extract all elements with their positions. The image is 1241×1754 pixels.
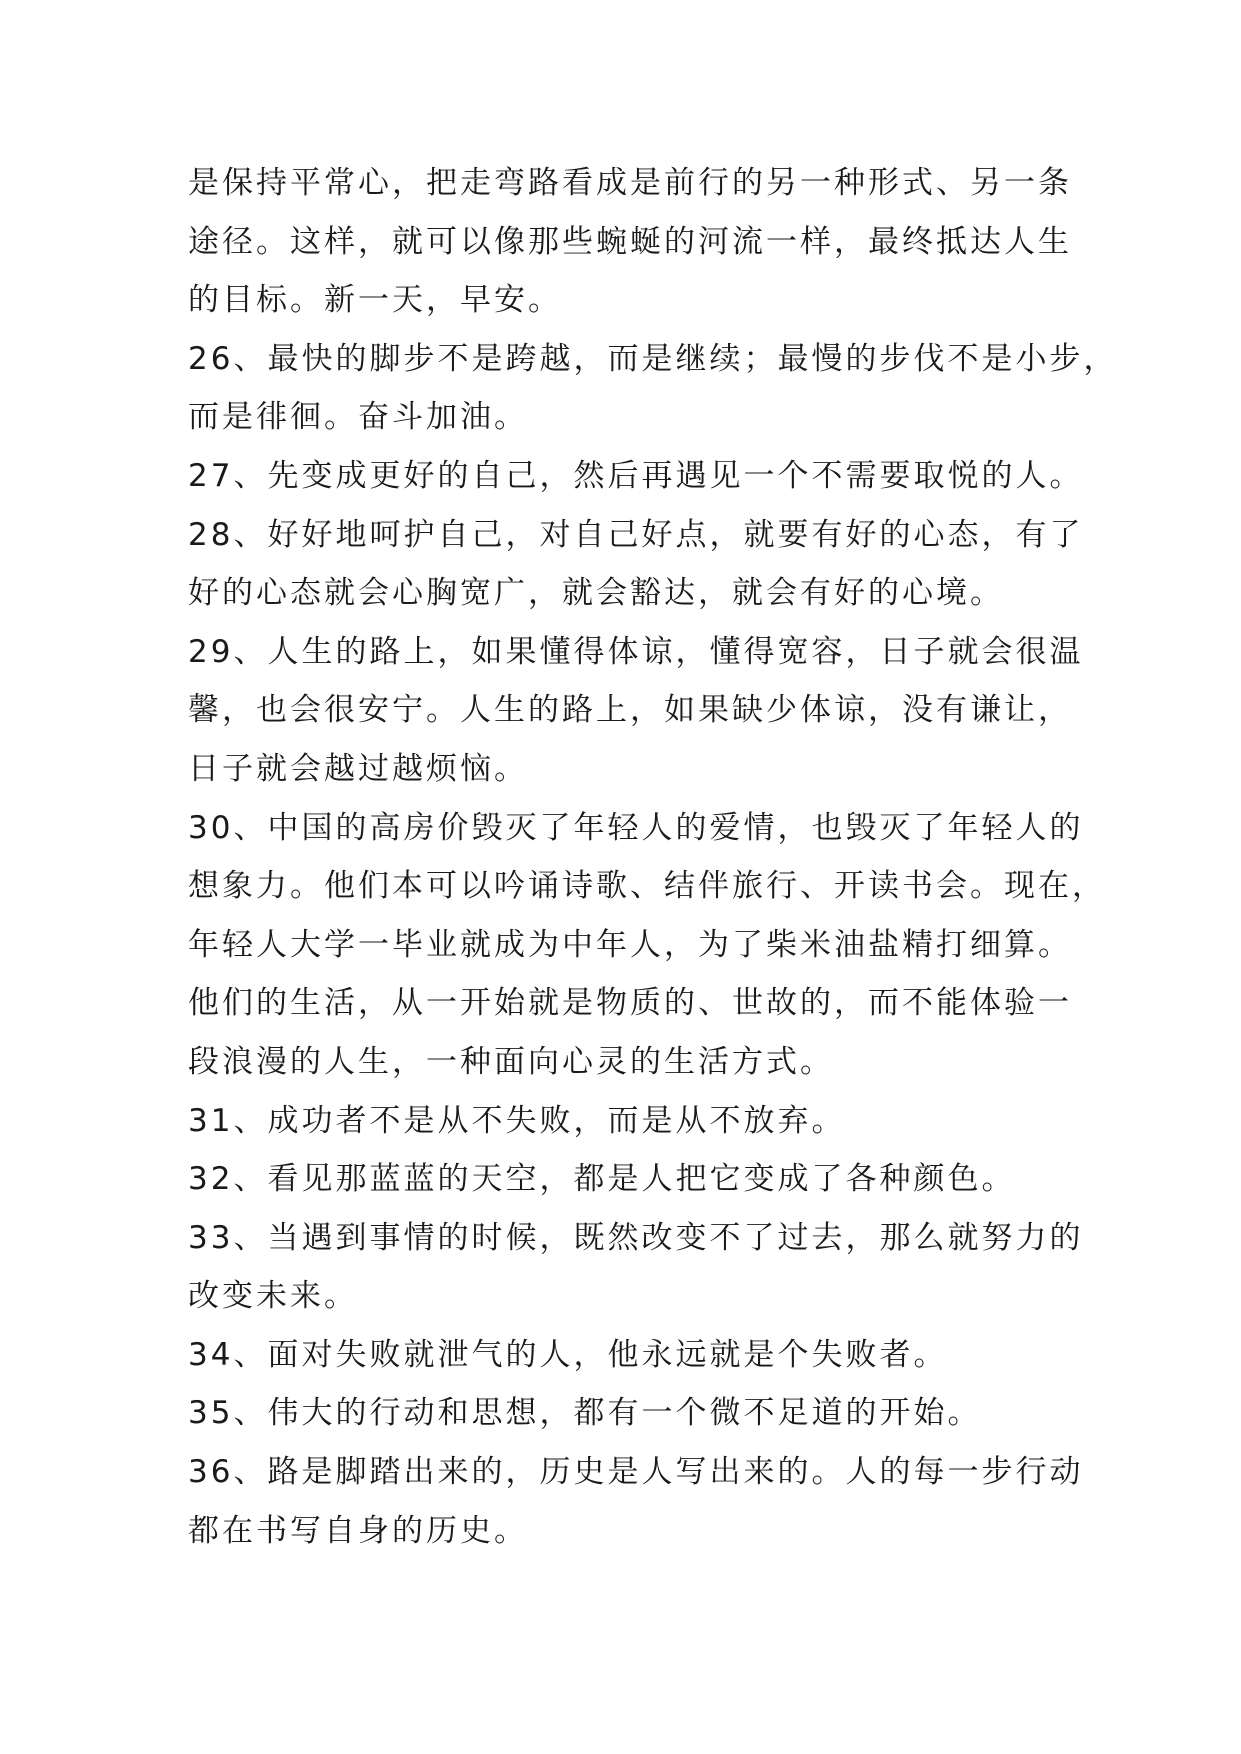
text-line: 28、好好地呵护自己，对自己好点，就要有好的心态，有了 — [188, 516, 1084, 553]
text-line: 36、路是脚踏出来的，历史是人写出来的。人的每一步行动 — [188, 1454, 1084, 1491]
text-line: 馨，也会很安宁。人生的路上，如果缺少体谅，没有谦让， — [188, 692, 1072, 729]
text-line: 33、当遇到事情的时候，既然改变不了过去，那么就努力的 — [188, 1219, 1084, 1256]
text-line: 31、成功者不是从不失败，而是从不放弃。 — [188, 1102, 846, 1139]
text-line: 的目标。新一天，早安。 — [188, 282, 562, 319]
text-line: 日子就会越过越烦恼。 — [188, 750, 528, 787]
text-line: 34、面对失败就泄气的人，他永远就是个失败者。 — [188, 1336, 948, 1373]
text-line: 好的心态就会心胸宽广，就会豁达，就会有好的心境。 — [188, 575, 1004, 612]
text-line: 想象力。他们本可以吟诵诗歌、结伴旅行、开读书会。现在， — [188, 868, 1106, 905]
text-line: 段浪漫的人生，一种面向心灵的生活方式。 — [188, 1043, 834, 1080]
text-line: 都在书写自身的历史。 — [188, 1512, 528, 1549]
text-line: 29、人生的路上，如果懂得体谅，懂得宽容，日子就会很温 — [188, 633, 1084, 670]
text-line: 是保持平常心，把走弯路看成是前行的另一种形式、另一条 — [188, 165, 1072, 201]
text-line: 他们的生活，从一开始就是物质的、世故的，而不能体验一 — [188, 985, 1072, 1022]
text-line: 而是徘徊。奋斗加油。 — [188, 399, 528, 436]
document-body — [188, 154, 1118, 1560]
text-line: 途径。这样，就可以像那些蜿蜒的河流一样，最终抵达人生 — [188, 223, 1072, 260]
text-line: 35、伟大的行动和思想，都有一个微不足道的开始。 — [188, 1395, 982, 1432]
text-line: 30、中国的高房价毁灭了年轻人的爱情，也毁灭了年轻人的 — [188, 809, 1084, 846]
text-line: 32、看见那蓝蓝的天空，都是人把它变成了各种颜色。 — [188, 1161, 1016, 1198]
text-line: 26、最快的脚步不是跨越，而是继续；最慢的步伐不是小步， — [188, 340, 1118, 377]
text-line: 改变未来。 — [188, 1278, 358, 1315]
text-line: 27、先变成更好的自己，然后再遇见一个不需要取悦的人。 — [188, 457, 1084, 494]
text-line: 年轻人大学一毕业就成为中年人，为了柴米油盐精打细算。 — [188, 926, 1072, 963]
